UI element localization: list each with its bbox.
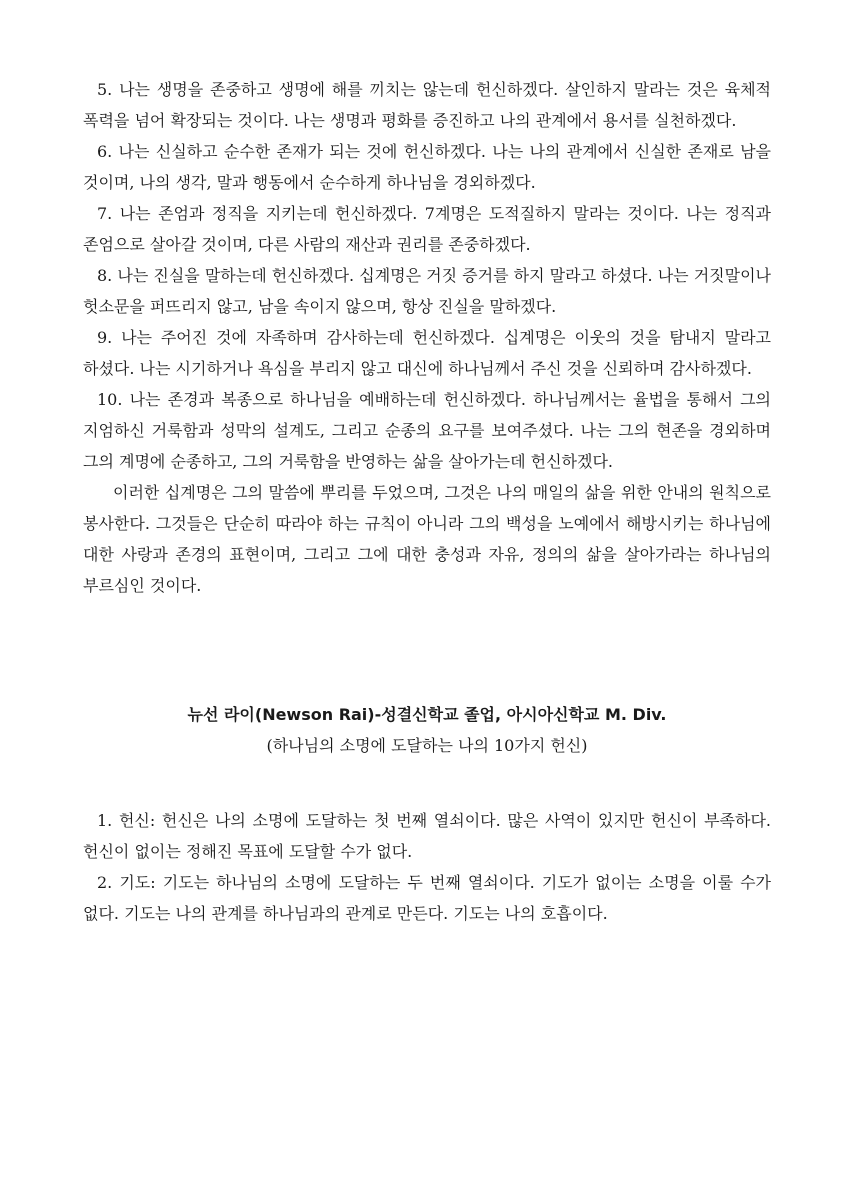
document-page bbox=[83, 74, 771, 929]
section-spacer bbox=[83, 601, 771, 699]
section-title: 뉴선 라이(Newson Rai)-성결신학교 졸업, 아시아신학교 M. Div. bbox=[187, 705, 667, 724]
closing-paragraph: 이러한 십계명은 그의 말씀에 뿌리를 두었으며, 그것은 나의 매일의 삶을 위한 안내의 원칙으로 봉사한다. 그것들은 단순히 따라야 하는 규칙이 아니라 그의 백성을 노예에서 해방시키는 하나님에 대한 사랑과 존경의 표현이며, 그리고 그에 대한 충성과 자유, 정의의 삶을 살아가라는 하나님의 부르심인 것이다. bbox=[83, 483, 771, 595]
commitment-paragraph-9: 9. 나는 주어진 것에 자족하며 감사하는데 헌신하겠다. 십계명은 이웃의 것을 탐내지 말라고 하셨다. 나는 시기하거나 욕심을 부리지 않고 대신에 하나님께서 주신 것을 신뢰하며 감사하겠다. bbox=[83, 328, 771, 378]
commitment-paragraph-10: 10. 나는 존경과 복종으로 하나님을 예배하는데 헌신하겠다. 하나님께서는 율법을 통해서 그의 지엄하신 거룩함과 성막의 설계도, 그리고 순종의 요구를 보여주셨다. 나는 그의 현존을 경외하며 그의 계명에 순종하고, 그의 거룩함을 반영하는 삶을 살아가는데 헌신하겠다. bbox=[83, 390, 771, 471]
commitment-paragraph-2: 2. 기도: 기도는 하나님의 소명에 도달하는 두 번째 열쇠이다. 기도가 없이는 소명을 이룰 수가 없다. 기도는 나의 관계를 하나님과의 관계로 만든다. 기도는 나의 호흡이다. bbox=[83, 873, 771, 923]
commitment-paragraph-6: 6. 나는 신실하고 순수한 존재가 되는 것에 헌신하겠다. 나는 나의 관계에서 신실한 존재로 남을 것이며, 나의 생각, 말과 행동에서 순수하게 하나님을 경외하겠다. bbox=[83, 142, 771, 192]
section-subtitle: (하나님의 소명에 도달하는 나의 10가지 헌신) bbox=[266, 736, 588, 755]
subtitle-spacer bbox=[83, 761, 771, 805]
commitment-paragraph-1: 1. 헌신: 헌신은 나의 소명에 도달하는 첫 번째 열쇠이다. 많은 사역이 있지만 헌신이 부족하다. 헌신이 없이는 정해진 목표에 도달할 수가 없다. bbox=[83, 811, 771, 861]
commitment-paragraph-5: 5. 나는 생명을 존중하고 생명에 해를 끼치는 않는데 헌신하겠다. 살인하지 말라는 것은 육체적 폭력을 넘어 확장되는 것이다. 나는 생명과 평화를 증진하고 나의 관계에서 용서를 실천하겠다. bbox=[83, 80, 771, 130]
commitment-paragraph-7: 7. 나는 존엄과 정직을 지키는데 헌신하겠다. 7계명은 도적질하지 말라는 것이다. 나는 정직과 존엄으로 살아갈 것이며, 다른 사람의 재산과 권리를 존중하겠다. bbox=[83, 204, 771, 254]
commitment-paragraph-8: 8. 나는 진실을 말하는데 헌신하겠다. 십계명은 거짓 증거를 하지 말라고 하셨다. 나는 거짓말이나 헛소문을 퍼뜨리지 않고, 남을 속이지 않으며, 항상 진실을 말하겠다. bbox=[83, 266, 771, 316]
